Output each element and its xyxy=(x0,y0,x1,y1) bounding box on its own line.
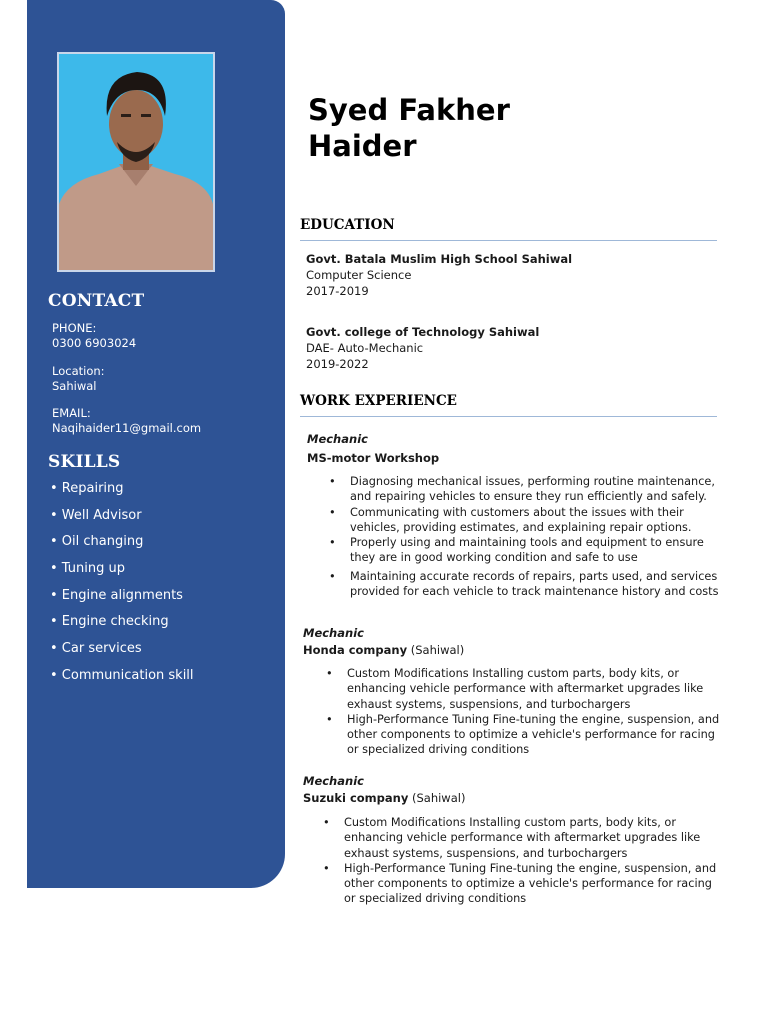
company-location: (Sahiwal) xyxy=(410,643,465,657)
job-company xyxy=(307,451,439,465)
education-years: 2019-2022 xyxy=(306,357,369,371)
education-field: DAE- Auto-Mechanic xyxy=(306,341,424,355)
education-school: Govt. Batala Muslim High School Sahiwal xyxy=(306,252,573,266)
job-title: Mechanic xyxy=(303,774,364,788)
company-location: (Sahiwal) xyxy=(411,791,466,805)
email-label: EMAIL: xyxy=(52,406,91,420)
bullet-item: • Properly using and maintaining tools and equipment to ensure they are in good working condition and safe to use xyxy=(329,536,704,565)
bullet-item: • Maintaining accurate records of repairs, parts used, and services provided for each vehicle to track maintenance history and costs xyxy=(329,569,719,599)
job-bullets xyxy=(326,666,720,758)
skill-item: • Car services xyxy=(50,641,142,657)
bullet-item: • Communicating with customers about the issues with their vehicles, providing estimates, and explaining repair options. xyxy=(329,505,692,534)
phone-value: 0300 6903024 xyxy=(52,335,137,350)
location-value: Sahiwal xyxy=(52,378,97,393)
work-experience-heading: WORK EXPERIENCE xyxy=(300,393,717,417)
location-label: Location: xyxy=(52,364,105,378)
education-heading: EDUCATION xyxy=(300,217,717,241)
job-bullets xyxy=(323,815,717,907)
skill-item: • Repairing xyxy=(50,481,124,496)
job-title: Mechanic xyxy=(307,432,368,446)
company-name: Suzuki company xyxy=(303,791,409,805)
bullet-item: • High-Performance Tuning Fine-tuning the engine, suspension, and other components to optimize a vehicle's performance for racing or specialized driving conditions xyxy=(326,712,720,757)
bullet-item: • Custom Modifications Installing custom parts, body kits, or enhancing vehicle performance with aftermarket upgrades like exhaust systems, suspensions, and turbochargers xyxy=(323,816,701,860)
education-item xyxy=(306,324,539,372)
job-title: Mechanic xyxy=(303,626,364,640)
skill-item: • Communication skill xyxy=(50,667,194,683)
name-line-2: Haider xyxy=(308,129,417,163)
skill-item: • Engine alignments xyxy=(50,587,183,603)
education-item xyxy=(306,251,572,299)
education-school: Govt. college of Technology Sahiwal xyxy=(306,325,540,339)
skill-item: • Oil changing xyxy=(50,534,144,550)
bullet-item: • Custom Modifications Installing custom parts, body kits, or enhancing vehicle performance with aftermarket upgrades like exhaust systems, suspensions, and turbochargers xyxy=(326,667,704,711)
job-bullets xyxy=(329,474,719,599)
email-value: Naqihaider11@gmail.com xyxy=(52,420,202,435)
bullet-item: • Diagnosing mechanical issues, performing routine maintenance, and repairing vehicles to ensure they run efficiently and safely. xyxy=(329,475,715,504)
education-field: Computer Science xyxy=(306,268,412,282)
education-years: 2017-2019 xyxy=(306,284,369,298)
contact-heading: CONTACT xyxy=(48,291,145,311)
candidate-name xyxy=(308,92,510,164)
job-company xyxy=(303,643,464,657)
company-name: Honda company xyxy=(303,643,408,657)
bullet-item: • High-Performance Tuning Fine-tuning the engine, suspension, and other components to optimize a vehicle's performance for racing or specialized driving conditions xyxy=(323,861,717,906)
skill-item: • Tuning up xyxy=(50,561,125,577)
job-company xyxy=(303,791,465,805)
name-line-1: Syed Fakher xyxy=(308,93,510,127)
skills-heading: SKILLS xyxy=(48,452,121,472)
skill-item: • Engine checking xyxy=(50,614,169,630)
skill-item: • Well Advisor xyxy=(50,507,142,523)
phone-label: PHONE: xyxy=(52,321,97,335)
company-name: MS-motor Workshop xyxy=(307,451,440,465)
